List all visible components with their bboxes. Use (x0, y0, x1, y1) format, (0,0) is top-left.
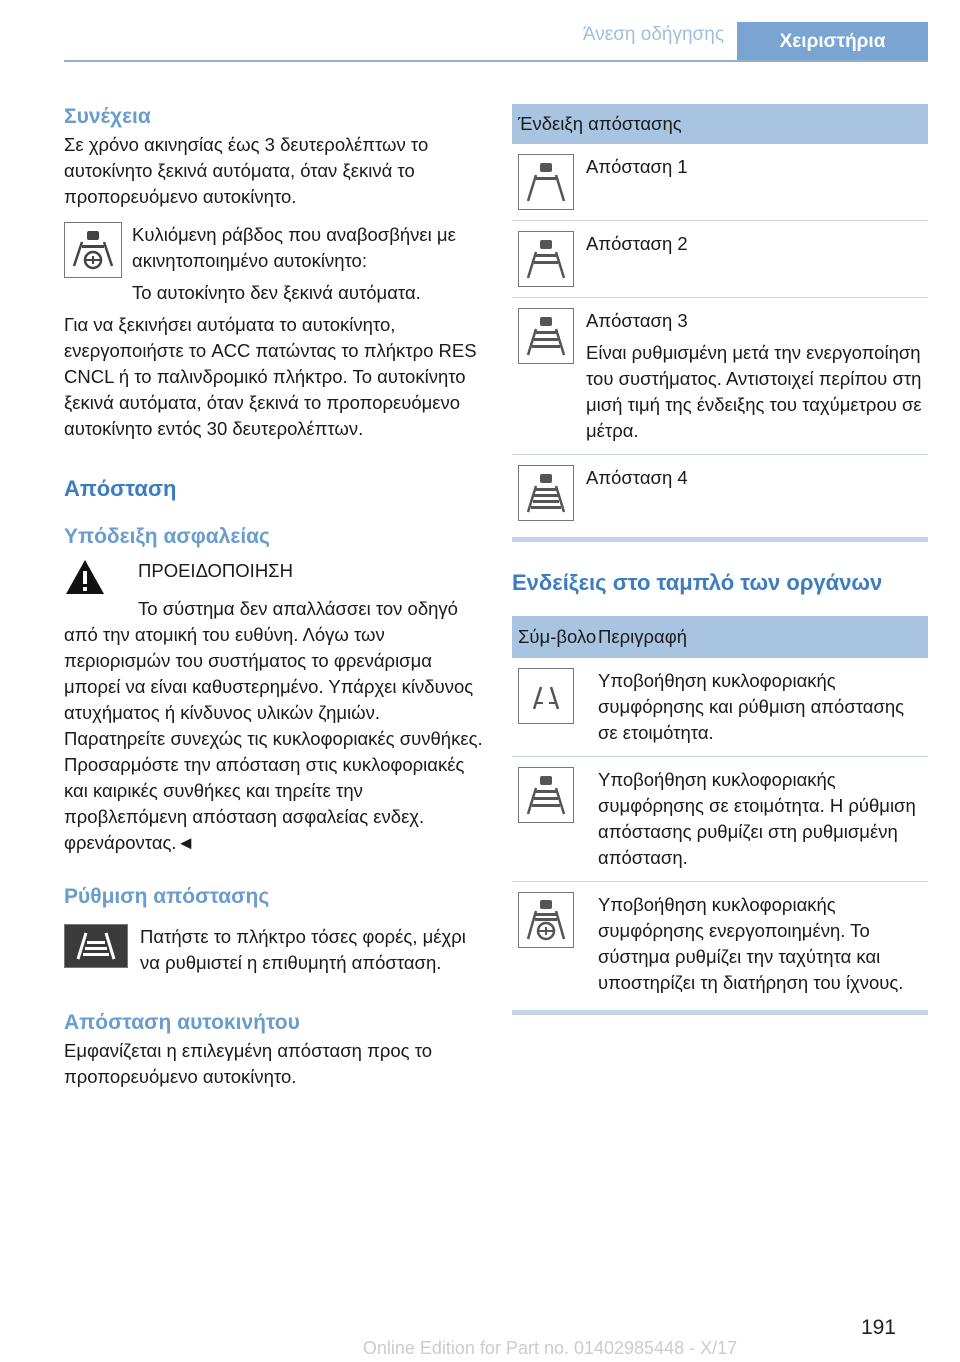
vehicle-distance-text: Εμφανίζεται η επιλεγμένη απόσταση προς το προπορευόμενο αυτοκίνητο. (64, 1040, 433, 1087)
table-row (512, 298, 928, 455)
table-row (512, 221, 928, 298)
indicator-table-header (512, 616, 928, 658)
page-header (0, 0, 960, 62)
continue-text: Σε χρόνο ακινησίας έως 3 δευτερολέπτων το αυτοκίνητο ξεκινά αυτόματα, όταν ξεκινά το προπορευόμενο αυτοκίνητο. (64, 134, 429, 207)
restart-text: Για να ξεκινήσει αυτόματα το αυτοκίνητο, ενεργοποιήστε το ACC πατώντας το πλήκτρο RES CNCL ή το παλινδρομικό πλήκτρο. Το αυτοκίνητο ξεκινά αυτόματα, όταν ξεκινά το προπορευόμενο αυτοκίνητο εντός 30 δευτερολέπτων. (64, 314, 477, 439)
continue-heading: Συνέχεια (64, 105, 151, 128)
distance-3-icon (518, 308, 574, 364)
distance-4-icon (518, 465, 574, 521)
table-row (512, 757, 928, 882)
car-lane-ready-icon (518, 767, 574, 823)
table-row (512, 455, 928, 531)
table-row (512, 882, 928, 1006)
distance-1-label: Απόσταση 1 (586, 156, 688, 177)
footer-edition-text: Online Edition for Part no. 01402985448 - X/17 (362, 1338, 738, 1358)
warning-block (64, 558, 484, 596)
distance-3-label: Απόσταση 3 (586, 310, 688, 331)
flashing-bar-text2: Το αυτοκίνητο δεν ξεκινά αυτόματα. (132, 282, 421, 303)
left-column (64, 104, 484, 1090)
flashing-bar-icon (64, 222, 122, 278)
vehicle-distance-heading: Απόσταση αυτοκινήτου (64, 1011, 300, 1034)
table-row (512, 144, 928, 221)
adjust-heading: Ρύθμιση απόστασης (64, 885, 270, 908)
footer-edition (0, 1338, 960, 1359)
distance-3-note: Είναι ρυθμισμένη μετά την ενεργοποίηση του συστήματος. Αντιστοιχεί περίπου στη μισή τιμή της ένδειξης του ταχύμετρου σε μέτρα. (586, 342, 922, 441)
lane-ready-icon (518, 668, 574, 724)
distance-table-header: Ένδειξη απόστασης (512, 104, 928, 144)
adjust-block (64, 924, 484, 976)
page-number: 191 (860, 1316, 896, 1339)
distance-button-icon (64, 924, 128, 968)
car-lane-ready-text: Υποβοήθηση κυκλοφοριακής συμφόρησης σε ετοιμότητα. Η ρύθμιση απόστασης ρυθμίζει στη ρυθμισμένη απόσταση. (598, 769, 916, 868)
steering-assist-active-text: Υποβοήθηση κυκλοφοριακής συμφόρησης ενεργοποιημένη. Το σύστημα ρυθμίζει την ταχύτητα και υποστηρίζει τη διατήρηση του ίχνους. (598, 894, 904, 993)
steering-assist-active-icon (518, 892, 574, 948)
lane-ready-text: Υποβοήθηση κυκλοφοριακής συμφόρησης και ρύθμιση απόστασης σε ετοιμότητα. (598, 670, 905, 743)
distance-2-label: Απόσταση 2 (586, 233, 688, 254)
flashing-bar-text1: Κυλιόμενη ράβδος που αναβοσβήνει με ακινητοποιημένο αυτοκίνητο: (132, 224, 456, 271)
header-divider (64, 60, 928, 62)
distance-4-label: Απόσταση 4 (586, 467, 688, 488)
table-row (512, 658, 928, 757)
table2-bottom-rule (512, 1010, 928, 1015)
header-chapter-tab[interactable]: Χειριστήρια (737, 22, 928, 62)
warning-title: ΠΡΟΕΙΔΟΠΟΙΗΣΗ (138, 560, 293, 581)
right-column (512, 104, 928, 1015)
warning-triangle-icon (64, 558, 106, 596)
distance-heading: Απόσταση (64, 476, 177, 501)
flashing-bar-note (64, 222, 484, 306)
description-column-header: Περιγραφή (598, 626, 687, 647)
adjust-text: Πατήστε το πλήκτρο τόσες φορές, μέχρι να ρυθμιστεί η επιθυμητή απόσταση. (140, 926, 466, 973)
warning-title-wrap (138, 558, 293, 584)
safety-heading: Υπόδειξη ασφαλείας (64, 525, 270, 548)
flashing-bar-text (132, 222, 484, 306)
symbol-column-header: Σύμ-βολο (518, 626, 597, 647)
distance-3-text (574, 308, 928, 444)
header-section-link[interactable]: Άνεση οδήγησης (582, 24, 724, 45)
dashboard-section-title: Ενδείξεις στο ταμπλό των οργάνων (512, 570, 883, 595)
distance-2-icon (518, 231, 574, 287)
warning-text: Το σύστημα δεν απαλλάσσει τον οδηγό από την ατομική του ευθύνη. Λόγω των περιορισμών του συστήματος το φρενάρισμα μπορεί να είναι καθυστερημένο. Υπάρχει κίνδυνος ατυχήματος ή κίνδυνος υλικών ζημιών. Παρατηρείτε συνεχώς τις κυκλοφοριακές συνθήκες. Προσαρμόστε την απόσταση στις κυκλοφοριακές και καιρικές συνθήκες και τηρείτε την προβλεπόμενη απόσταση ασφαλείας ενδεχ. φρενάροντας.◄ (64, 598, 483, 853)
distance-1-icon (518, 154, 574, 210)
table1-bottom-rule (512, 537, 928, 542)
